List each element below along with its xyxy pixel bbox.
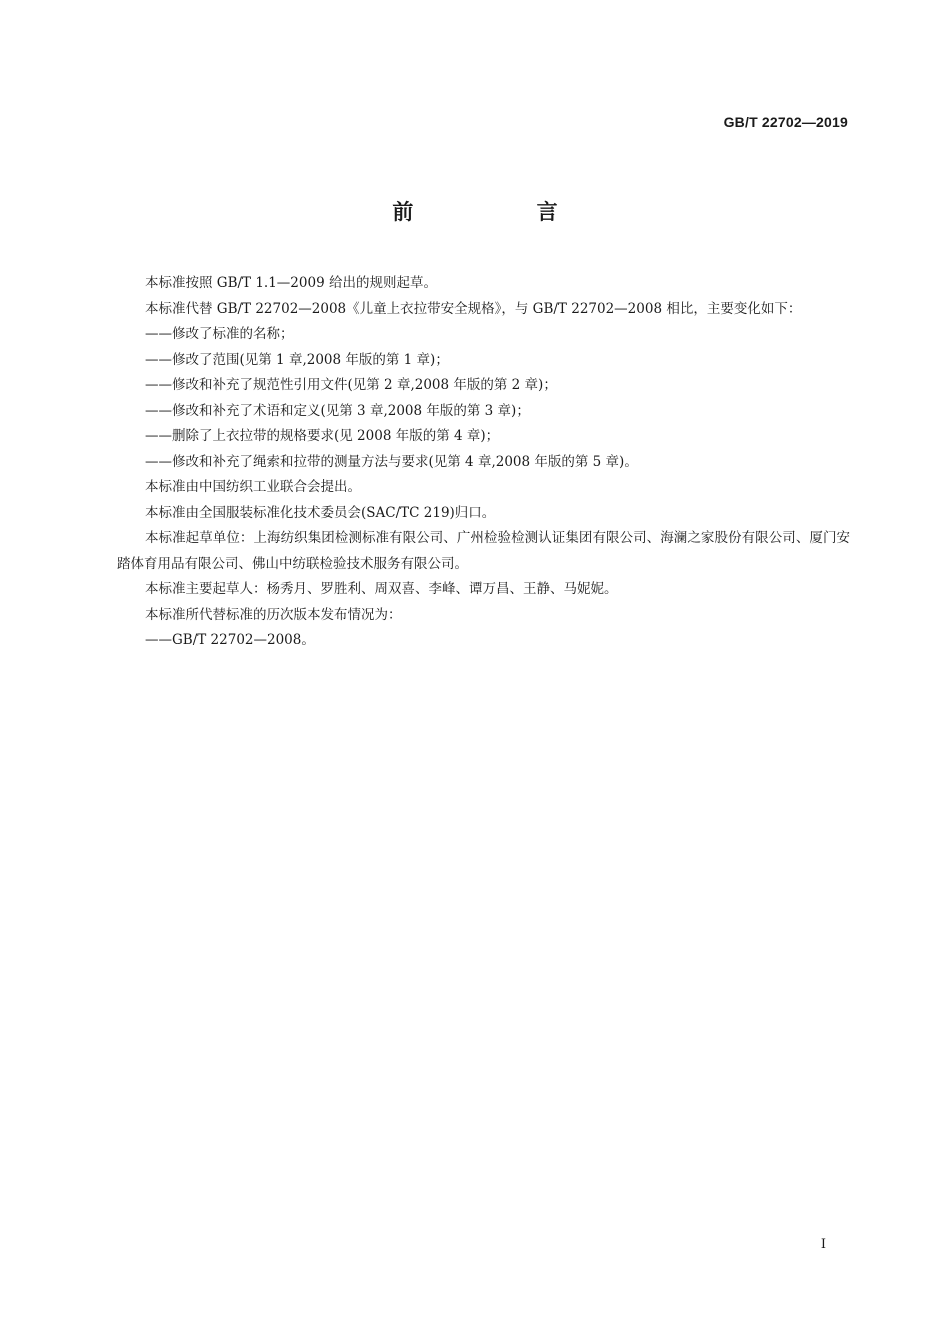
paragraph: 本标准所代替标准的历次版本发布情况为：: [145, 606, 402, 623]
page-title: 前 言: [392, 200, 616, 224]
standard-code: GB/T 22702—2019: [723, 114, 848, 130]
list-item: ——修改了标准的名称；: [145, 326, 294, 342]
paragraph: 本标准主要起草人：杨秀月、罗胜利、周双喜、李峰、谭万昌、王静、马妮妮。: [145, 581, 618, 597]
paragraph: 本标准按照 GB/T 1.1—2009 给出的规则起草。: [145, 275, 437, 291]
paragraph: 本标准由中国纺织工业联合会提出。: [145, 479, 361, 495]
paragraph: 本标准由全国服装标准化技术委员会(SAC/TC 219)归口。: [145, 504, 496, 521]
list-item: ——修改和补充了绳索和拉带的测量方法与要求(见第 4 章,2008 年版的第 5 章)。: [145, 453, 638, 470]
paragraph: 本标准代替 GB/T 22702—2008《儿童上衣拉带安全规格》，与 GB/T 22702—2008 相比，主要变化如下：: [145, 300, 802, 317]
list-item: ——GB/T 22702—2008。: [145, 632, 315, 648]
document-body: [117, 271, 850, 654]
list-item: ——修改和补充了规范性引用文件(见第 2 章,2008 年版的第 2 章)；: [145, 377, 557, 393]
list-item: ——删除了上衣拉带的规格要求(见 2008 年版的第 4 章)；: [145, 428, 500, 444]
paragraph: 本标准起草单位：上海纺织集团检测标准有限公司、广州检验检测认证集团有限公司、海澜之家股份有限公司、厦门安踏体育用品有限公司、佛山中纺联检验技术服务有限公司。: [117, 530, 850, 572]
page-number: I: [820, 1237, 826, 1252]
list-item: ——修改和补充了术语和定义(见第 3 章,2008 年版的第 3 章)；: [145, 402, 530, 419]
list-item: ——修改了范围(见第 1 章,2008 年版的第 1 章)；: [145, 351, 449, 368]
